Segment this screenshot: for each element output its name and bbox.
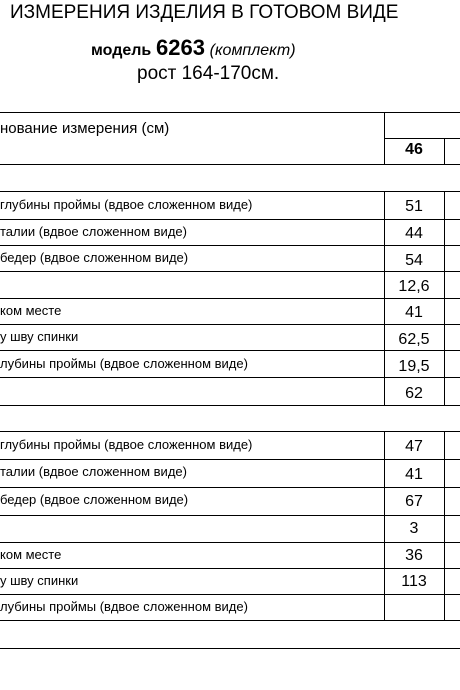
table-rule xyxy=(0,245,460,246)
row-value: 41 xyxy=(405,466,423,483)
row-name: ком месте xyxy=(0,547,62,562)
table-rule xyxy=(0,648,460,649)
row-name: глубины проймы (вдвое сложенном виде) xyxy=(0,197,253,212)
row-name: глубины проймы (вдвое сложенном виде) xyxy=(0,437,253,452)
row-name: талии (вдвое сложенном виде) xyxy=(0,464,187,479)
row-name: у шву спинки xyxy=(0,329,79,344)
table-rule xyxy=(444,191,445,406)
table-rule xyxy=(0,431,460,432)
model-label: модель xyxy=(91,42,152,59)
size-header: 46 xyxy=(405,141,423,158)
row-name: бедер (вдвое сложенном виде) xyxy=(0,492,189,507)
row-value: 41 xyxy=(405,304,423,321)
row-value: 113 xyxy=(401,573,427,590)
row-value: 62,5 xyxy=(398,331,430,348)
table-rule xyxy=(0,515,460,516)
row-name: талии (вдвое сложенном виде) xyxy=(0,224,187,239)
column-header: нование измерения (см) xyxy=(0,120,170,137)
row-value: 44 xyxy=(405,225,423,242)
row-value: 12,6 xyxy=(398,278,430,295)
row-value: 36 xyxy=(405,547,423,564)
table-rule xyxy=(0,164,460,165)
table-rule xyxy=(0,324,460,325)
row-value: 54 xyxy=(405,252,423,269)
table-rule xyxy=(0,219,460,220)
table-rule xyxy=(0,568,460,569)
row-name: ком месте xyxy=(0,303,62,318)
table-rule xyxy=(0,487,460,488)
table-rule xyxy=(0,350,460,351)
table-rule xyxy=(0,620,460,621)
table-rule xyxy=(0,112,460,113)
row-name: бедер (вдвое сложенном виде) xyxy=(0,250,189,265)
row-value: 62 xyxy=(405,385,423,402)
table-rule xyxy=(0,298,460,299)
table-rule xyxy=(384,138,460,139)
document-title: ИЗМЕРЕНИЯ ИЗДЕЛИЯ В ГОТОВОМ ВИДЕ xyxy=(10,2,399,23)
row-name: лубины проймы (вдвое сложенном виде) xyxy=(0,599,248,614)
table-rule xyxy=(444,431,445,621)
row-value: 51 xyxy=(405,198,423,215)
row-value: 3 xyxy=(409,520,419,537)
row-value: 67 xyxy=(405,493,423,510)
row-name: лубины проймы (вдвое сложенном виде) xyxy=(0,356,248,371)
table-rule xyxy=(0,594,460,595)
table-rule xyxy=(0,271,460,272)
table-rule xyxy=(0,191,460,192)
table-rule xyxy=(0,377,460,378)
model-number: 6263 xyxy=(155,35,205,60)
model-note: (комплект) xyxy=(209,42,296,59)
table-rule xyxy=(0,459,460,460)
row-value: 19,5 xyxy=(398,358,430,375)
table-rule xyxy=(0,542,460,543)
model-line xyxy=(91,35,296,61)
table-rule xyxy=(0,405,460,406)
row-value: 47 xyxy=(405,438,423,455)
height-range: рост 164-170см. xyxy=(137,63,280,84)
table-rule xyxy=(444,138,445,165)
row-name: у шву спинки xyxy=(0,573,79,588)
